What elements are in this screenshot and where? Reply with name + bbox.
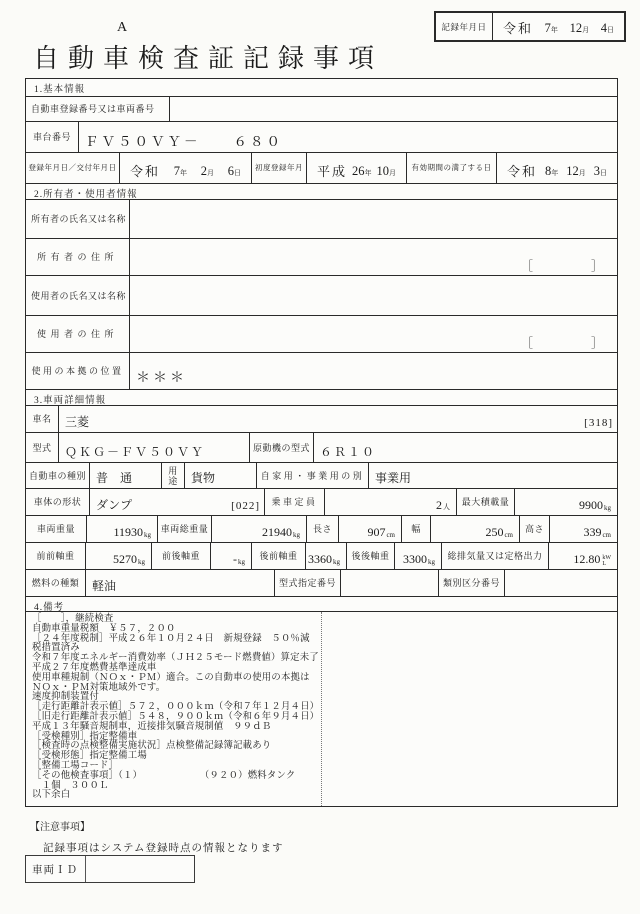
user-address-label: 使用者の住所 — [36, 329, 118, 339]
remark-line: 令和７年度エネルギー消費効率（ＪＨ２５モード燃費値）算定未了 — [32, 653, 319, 664]
use-value: 貨物 — [184, 463, 256, 488]
remark-line: 自動車重量税額 ￥５７，２００ — [32, 623, 176, 634]
remark-line: 速度抑制装置付 — [32, 692, 100, 703]
capacity-value: 2 人 — [324, 489, 456, 515]
business-type-label: 自家用・事業用の別 — [256, 463, 368, 488]
gross-weight-value: 21940 kg — [211, 516, 306, 542]
registration-number-value — [169, 97, 617, 121]
issue-date-value: 令和 7年 2月 6日 — [119, 153, 251, 183]
length-label: 長さ — [306, 516, 338, 542]
fuel-type-label: 燃料の種類 — [31, 578, 80, 588]
section1-header: 1.基本情報 — [34, 85, 86, 95]
certificate-table — [25, 78, 618, 807]
car-name-value: 三菱 [318] — [58, 406, 617, 432]
model-label: 型式 — [32, 442, 52, 453]
width-label: 幅 — [401, 516, 430, 542]
front-front-axle-value: 5270 kg — [85, 543, 151, 569]
user-address-bracket: ［ ］ — [520, 336, 605, 350]
rear-rear-axle-label: 後後軸重 — [346, 543, 394, 569]
remark-line: 平成１３年騒音規制車，近接排気騒音規制値 ９９ｄＢ — [32, 721, 272, 732]
page-marker-a: A — [117, 20, 128, 35]
registration-number-label: 自動車登録番号又は車両番号 — [31, 104, 155, 114]
use-label: 用途 — [161, 463, 184, 488]
owner-address-bracket: ［ ］ — [520, 259, 605, 273]
base-location-label: 使用の本拠の位置 — [31, 366, 124, 376]
section3-header: 3.車両詳細情報 — [34, 396, 107, 406]
record-date-value: 令和 7年 12月 4日 — [493, 13, 624, 40]
body-shape-code: [022] — [231, 500, 260, 512]
business-type-value: 事業用 — [368, 463, 617, 488]
front-rear-axle-value: - kg — [210, 543, 251, 569]
car-name-code: [318] — [584, 417, 613, 429]
remarks-box — [26, 611, 617, 806]
max-load-value: 9900 kg — [514, 489, 617, 515]
remark-line: 平成２７年度燃費基準達成車 — [32, 662, 157, 673]
expiry-date-value: 令和 8年 12月 3日 — [496, 153, 617, 183]
vehicle-id-box — [25, 855, 195, 883]
vehicle-weight-label: 車両重量 — [36, 524, 75, 534]
remark-line: ［ ］，継続検査 — [32, 614, 114, 624]
document-title: 自動車検査証記録事項 — [33, 44, 384, 73]
remark-line: 以下余白 — [32, 790, 71, 801]
notice-text: 記録事項はシステム登録時点の情報となります — [43, 843, 284, 854]
vehicle-weight-value: 11930 kg — [86, 516, 157, 542]
first-registration-value: 平成 26年 10月 — [306, 153, 406, 183]
section4-header: 4.備考 — [34, 603, 65, 613]
first-registration-label: 初度登録年月 — [251, 153, 306, 183]
owner-name-label: 所有者の氏名又は名称 — [31, 214, 127, 224]
vehicle-id-value — [86, 856, 194, 882]
owner-address-label: 所有者の住所 — [36, 252, 118, 262]
car-name-label: 車名 — [32, 414, 52, 424]
gross-weight-label: 車両総重量 — [157, 516, 211, 542]
length-value: 907 cm — [338, 516, 401, 542]
remark-line: ［検査時の点検整備実施状況］点検整備記録簿記載あり — [32, 741, 272, 752]
displacement-output-unit: kW L — [602, 555, 611, 567]
type-certification-label: 型式指定番号 — [274, 570, 340, 596]
expiry-date-label: 有効期間の満了する日 — [406, 153, 496, 183]
displacement-output-value: 12.80 kW L — [548, 543, 617, 569]
vehicle-kind-label: 自動車の種別 — [28, 470, 86, 481]
class-number-label: 類別区分番号 — [438, 570, 504, 596]
notice-header: 【注意事項】 — [30, 822, 90, 833]
width-value: 250 cm — [430, 516, 519, 542]
engine-model-value: ６Ｒ１０ — [313, 433, 617, 462]
max-load-label: 最大積載量 — [456, 489, 514, 515]
remarks-empty-column — [322, 612, 617, 806]
front-rear-axle-label: 前後軸重 — [151, 543, 210, 569]
owner-name-value — [129, 200, 617, 238]
height-label: 高さ — [519, 516, 549, 542]
user-name-value — [129, 276, 617, 315]
vehicle-kind-value: 普 通 — [89, 463, 161, 488]
height-value: 339 cm — [549, 516, 617, 542]
remark-line: １個 ３００Ｌ — [32, 780, 109, 791]
fuel-type-value: 軽油 — [85, 570, 274, 596]
front-front-axle-label: 前前軸重 — [36, 551, 75, 561]
user-name-label: 使用者の氏名又は名称 — [31, 290, 127, 301]
remarks-text — [26, 612, 322, 806]
remark-line: 使用車種規制（ＮＯｘ・ＰＭ）適合。この自動車の使用の本拠はＮＯｘ・ＰＭ対策地域外です。 — [32, 672, 310, 693]
record-date-box — [434, 11, 626, 42]
class-number-value — [504, 570, 617, 596]
chassis-number-label: 車台番号 — [32, 132, 71, 142]
remark-line: ［受検形態］指定整備工場 — [32, 751, 147, 762]
remark-line: ［走行距離計表示値］５７２，０００ｋｍ（令和７年１２月４日） — [32, 702, 320, 713]
body-shape-value: ダンプ [022] — [89, 489, 264, 515]
base-location-value: ＊＊＊ — [129, 353, 617, 389]
owner-address-value — [129, 239, 617, 275]
type-certification-value — [340, 570, 438, 596]
engine-model-label: 原動機の型式 — [249, 433, 313, 462]
remark-line: ［その他検査事項］（１） （９２０）燃料タンク — [32, 770, 296, 781]
capacity-label: 乗車定員 — [264, 489, 324, 515]
chassis-number-value: ＦＶ５０ＶＹ－ ６８０ — [78, 122, 617, 152]
body-shape-label: 車体の形状 — [33, 497, 82, 507]
rear-front-axle-value: 3360 kg — [305, 543, 346, 569]
rear-front-axle-label: 後前軸重 — [251, 543, 305, 569]
vehicle-id-label: 車両ＩＤ — [26, 856, 86, 882]
model-value: ＱＫＧ－ＦＶ５０ＶＹ — [58, 433, 249, 462]
remark-line: ［旧走行距離計表示値］５４８，９００ｋｍ（令和６年９月４日） — [32, 711, 320, 722]
remark-line: ［２４年度税制］平成２６年１０月２４日 新規登録 ５０％減税措置済み — [32, 633, 310, 654]
remark-line: ［整備工場コード］ — [32, 760, 119, 771]
record-date-label: 記録年月日 — [436, 13, 493, 40]
section2-header: 2.所有者・使用者情報 — [34, 190, 138, 200]
displacement-output-label: 総排気量又は定格出力 — [441, 543, 548, 569]
remark-line: ［受検種別］指定整備車 — [32, 731, 138, 742]
issue-date-label: 登録年月日／交付年月日 — [28, 163, 117, 172]
rear-rear-axle-value: 3300 kg — [394, 543, 441, 569]
user-address-value — [129, 316, 617, 352]
record-date-era: 令和 — [503, 21, 534, 36]
